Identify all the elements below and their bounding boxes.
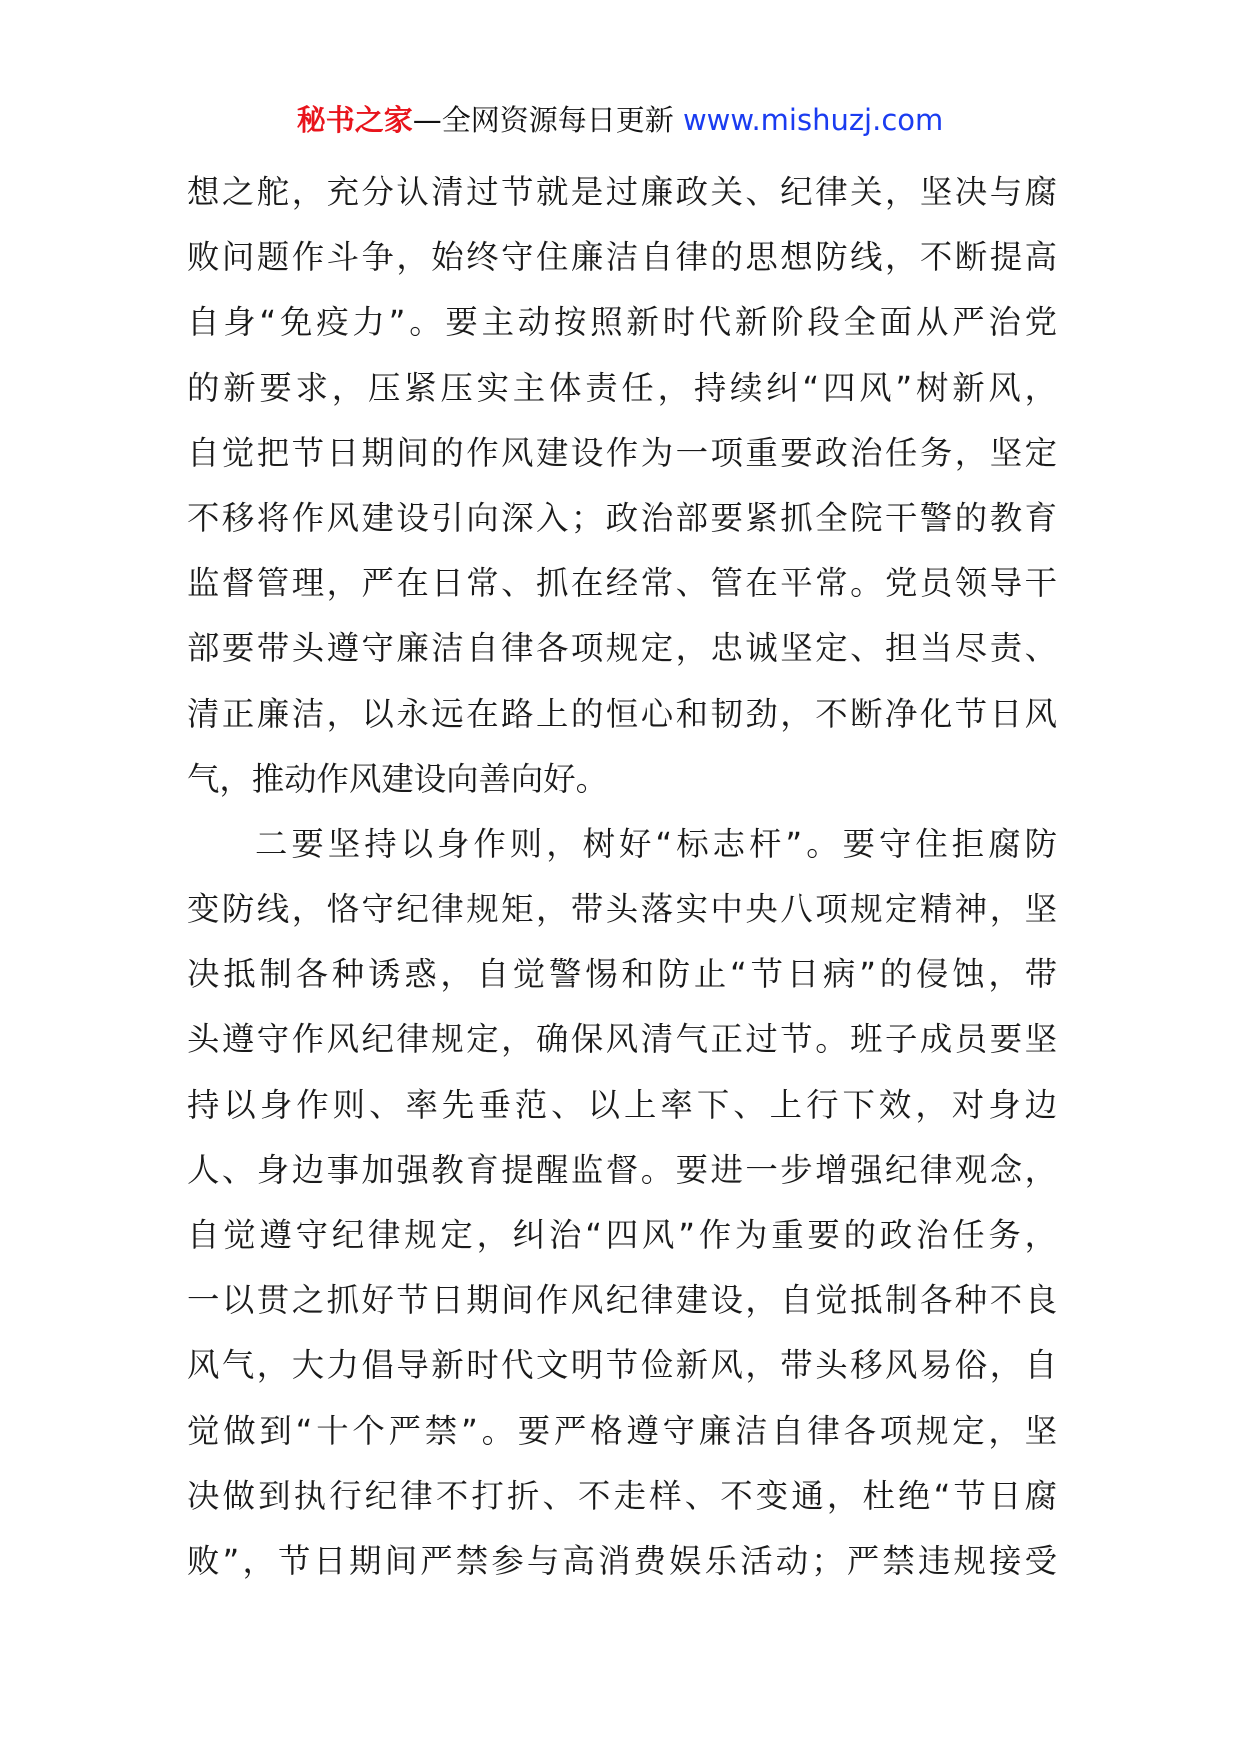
- text-line: 风气，大力倡导新时代文明节俭新风，带头移风易俗，自: [187, 1346, 1057, 1385]
- header-tagline: —全网资源每日更新: [412, 103, 683, 137]
- text-line: 的新要求，压紧压实主体责任，持续纠“四风”树新风，: [187, 368, 1057, 407]
- paragraph-first-line: 二要坚持以身作则，树好“标志杆”。要守住拒腐防: [255, 824, 1057, 863]
- header-brand: 秘书之家: [296, 103, 413, 137]
- paragraph-last-line: 气，推动作风建设向善向好。: [187, 759, 609, 798]
- text-line: 自觉把节日期间的作风建设作为一项重要政治任务，坚定: [187, 433, 1057, 472]
- text-line: 清正廉洁，以永远在路上的恒心和韧劲，不断净化节日风: [187, 694, 1057, 733]
- text-line: 败问题作斗争，始终守住廉洁自律的思想防线，不断提高: [187, 238, 1057, 277]
- text-line: 头遵守作风纪律规定，确保风清气正过节。班子成员要坚: [187, 1020, 1057, 1059]
- text-line: 自觉遵守纪律规定，纠治“四风”作为重要的政治任务，: [187, 1216, 1057, 1254]
- text-line: 败”，节日期间严禁参与高消费娱乐活动；严禁违规接受: [187, 1541, 1057, 1580]
- text-line: 想之舵，充分认清过节就是过廉政关、纪律关，坚决与腐: [187, 173, 1057, 211]
- text-line: 变防线，恪守纪律规矩，带头落实中央八项规定精神，坚: [187, 890, 1057, 929]
- text-line: 持以身作则、率先垂范、以上率下、上行下效，对身边: [187, 1085, 1057, 1124]
- text-line: 决做到执行纪律不打折、不走样、不变通，杜绝“节日腐: [187, 1476, 1057, 1515]
- text-line: 决抵制各种诱惑，自觉警惕和防止“节日病”的侵蚀，带: [187, 955, 1057, 994]
- text-line: 部要带头遵守廉洁自律各项规定，忠诚坚定、担当尽责、: [187, 629, 1057, 668]
- text-line: 觉做到“十个严禁”。要严格遵守廉洁自律各项规定，坚: [187, 1411, 1057, 1450]
- page-header: [0, 100, 1240, 140]
- header-url-link[interactable]: www.mishuzj.com: [682, 103, 944, 137]
- document-body: [187, 160, 1057, 1594]
- text-line: 一以贯之抓好节日期间作风纪律建设，自觉抵制各种不良: [187, 1281, 1057, 1320]
- text-line: 监督管理，严在日常、抓在经常、管在平常。党员领导干: [187, 564, 1057, 603]
- text-line: 人、身边事加强教育提醒监督。要进一步增强纪律观念，: [187, 1150, 1057, 1189]
- text-line: 不移将作风建设引向深入；政治部要紧抓全院干警的教育: [187, 498, 1057, 537]
- text-line: 自身“免疫力”。要主动按照新时代新阶段全面从严治党: [187, 303, 1057, 342]
